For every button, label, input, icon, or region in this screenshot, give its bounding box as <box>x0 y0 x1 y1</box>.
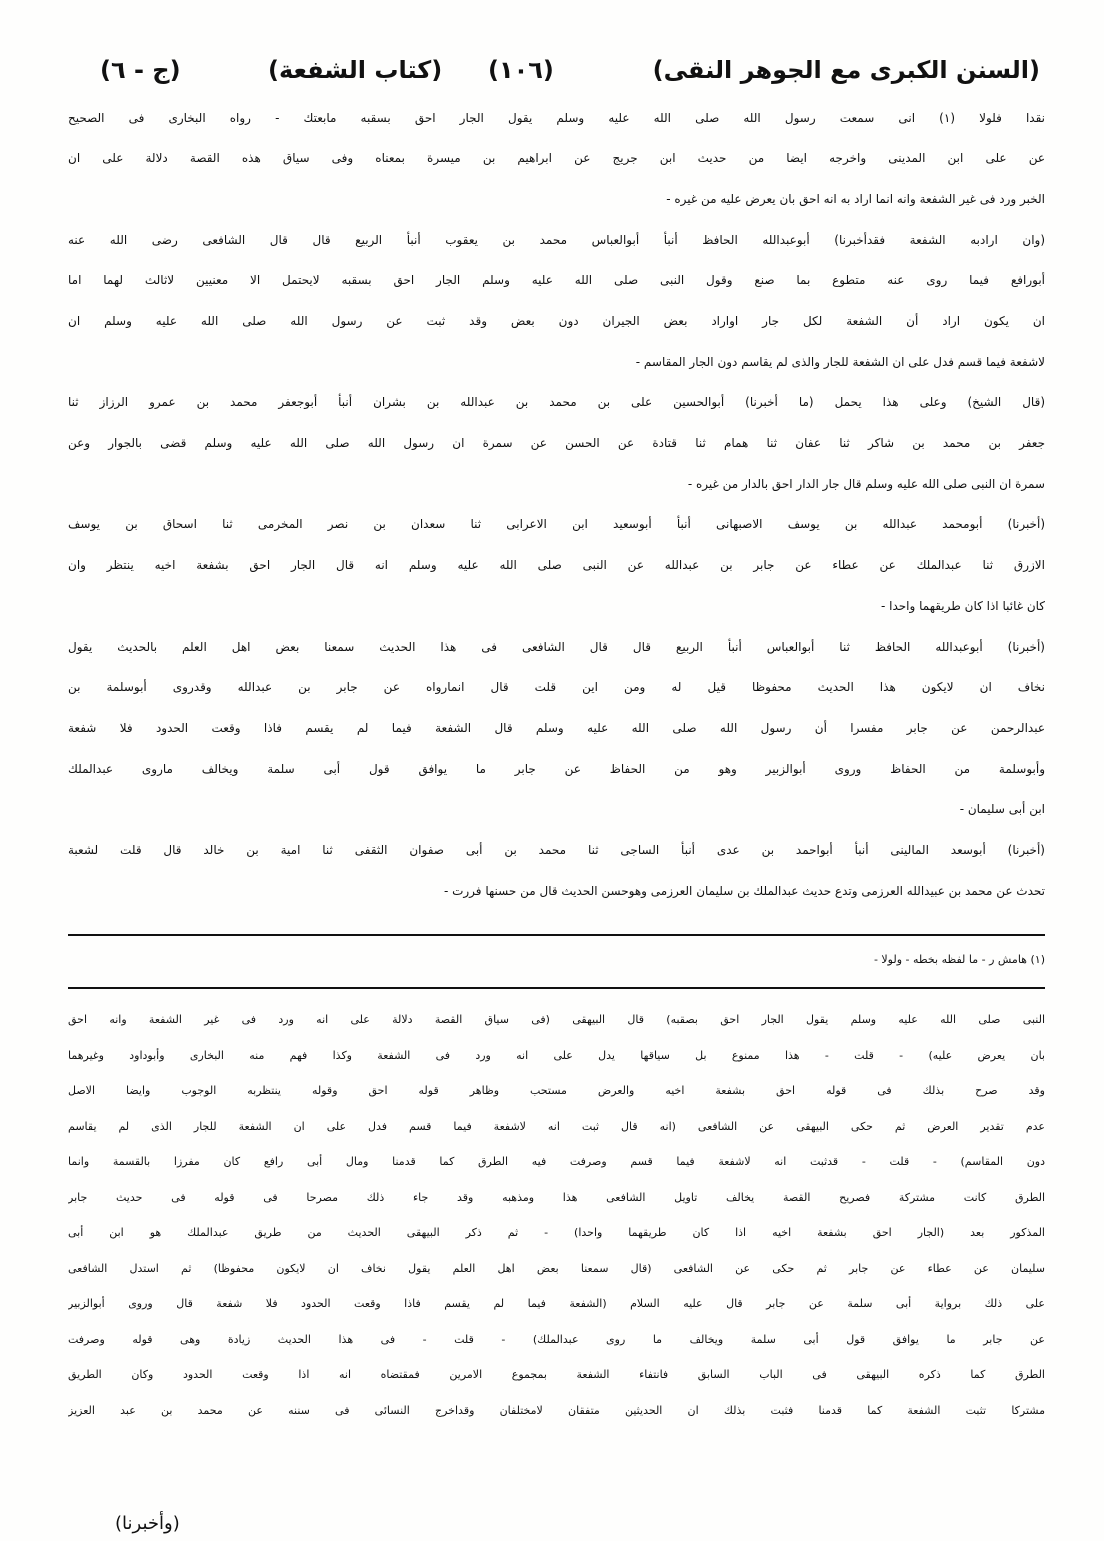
volume-number: (ج - ٦) <box>100 56 181 84</box>
commentary-line: وقد صرح بذلك فى قوله احق بشفعة اخيه والعرض مستحب وظاهر قوله احق وقوله ينتظربه الوجوب وايضا الاصل <box>68 1084 1045 1098</box>
main-text-line: (وان ارادبه الشفعة فقدأخبرنا) أبوعبدالله الحافظ أنبأ أبوالعباس محمد بن يعقوب أنبأ الربيع قال قال الشافعى رضى الله عنه <box>68 232 1045 247</box>
commentary-line: بان يعرض عليه) - قلت - هذا ممنوع بل سياقها يدل على انه ورد فى الشفعة وكذا فهم منه البخارى وأبوداود وغيرهما <box>68 1048 1045 1062</box>
main-text-line: وأبوسلمة من الحفاظ وروى أبوالزبير وهو من الحفاظ عن جابر ما يوافق قول أبى سلمة ويخالف ماروى عبدالملك <box>68 761 1045 776</box>
main-text-line: لاشفعة فيما قسم فدل على ان الشفعة للجار والذى لم يقاسم دون الجار المقاسم - <box>635 354 1045 369</box>
main-text-line: الخبر ورد فى غير الشفعة وانه انما اراد به انه احق بان يعرض عليه من غيره - <box>666 191 1045 206</box>
main-text <box>68 98 1045 912</box>
footnotes <box>68 947 1045 973</box>
page-number: (١٠٦) <box>488 56 554 84</box>
main-text-line: (أخبرنا) أبوسعد المالينى أنبأ أبواحمد بن عدى أنبأ الساجى ثنا محمد بن أبى صفوان الثقفى ثنا امية بن خالد قال قلت لشعبة <box>68 842 1045 857</box>
main-text-line: ان يكون اراد أن الشفعة لكل جار اواراد بعض الجيران دون بعض وقد ثبت عن رسول الله صلى الله عليه وسلم ان <box>68 314 1045 329</box>
main-text-line: (أخبرنا) أبومحمد عبدالله بن يوسف الاصبهانى أنبأ أبوسعيد ابن الاعرابى ثنا سعدان بن نصر المخرمى ثنا اسحاق بن يوسف <box>68 517 1045 532</box>
main-text-line: جعفر بن محمد بن شاكر ثنا عفان ثنا همام ثنا قتادة عن الحسن عن سمرة ان رسول الله صلى الله عليه وسلم قضى بالجوار وعن <box>68 436 1045 451</box>
main-text-line: كان غائبا اذا كان طريقهما واحدا - <box>880 598 1045 613</box>
catchword: (وأخبرنا) <box>115 1513 180 1534</box>
commentary-line: النبى صلى الله عليه وسلم يقول الجار احق بصقبه) قال البيهقى (فى سياق القصة دلالة على انه ورد فى غير الشفعة وانه احق <box>68 1013 1045 1027</box>
main-text-line: (أخبرنا) أبوعبدالله الحافظ ثنا أبوالعباس أنبأ الربيع قال قال الشافعى فى هذا الحديث سمعنا بعض اهل العلم بالحديث يقول <box>68 639 1045 654</box>
commentary <box>68 1002 1045 1428</box>
book-title: (السنن الكبرى مع الجوهر النقى) <box>652 56 1040 84</box>
commentary-line: عن جابر ما يوافق قول أبى سلمة ويخالف ما روى عبدالملك) - قلت - فى هذا الحديث زيادة وهى قوله وصرفت <box>68 1332 1045 1346</box>
commentary-line: الطرق كما ذكره البيهقى فى الباب السابق فانتفاء الشفعة بمجموع الامرين فمقتضاه انه اذا وقعت الحدود وكان الطريق <box>68 1368 1045 1382</box>
commentary-line: المذكور بعد (الجار احق بشفعة اخيه اذا كان طريقهما واحدا) - ثم ذكر البيهقى الحديث من طريق عبدالملك هو ابن أبى <box>68 1226 1045 1240</box>
commentary-line: سليمان عن عطاء عن جابر ثم حكى عن الشافعى (قال سمعنا بعض اهل العلم يقول نخاف ان لايكون محفوظا) ثم استدل الشافعى <box>68 1261 1045 1275</box>
main-text-line: تحدث عن محمد بن عبيدالله العرزمى وتدع حديث عبدالملك بن سليمان العرزمى وهوحسن الحديث قال من حسنها فررت - <box>443 883 1045 898</box>
footnote-line: (١) هامش ر - ما لفظه بخطه - ولولا - <box>873 953 1045 966</box>
commentary-line: على ذلك برواية أبى سلمة عن جابر قال عليه السلام (الشفعة فيما لم يقسم فاذا وقعت الحدود فلا شفعة قال وروى أبوالزبير <box>68 1297 1045 1311</box>
commentary-line: مشتركا تثبت الشفعة كما قدمنا فثبت بذلك ان الحديثين متفقان لامختلفان وقداخرج النسائى فى سننه عن محمد بن عبد العزيز <box>68 1403 1045 1417</box>
main-text-line: عبدالرحمن عن جابر مفسرا أن رسول الله صلى الله عليه وسلم قال الشفعة فيما لم يقسم فاذا وقعت الحدود فلا شفعة <box>68 720 1045 735</box>
commentary-line: دون المقاسم) - قلت - قدثبت انه لاشفعة فيما قسم وصرفت فيه الطرق كما قدمنا ومال أبى رافع كان مفرزا بالقسمة وانما <box>68 1155 1045 1169</box>
commentary-separator <box>68 987 1045 989</box>
footnote-separator <box>68 934 1045 936</box>
main-text-line: عن على ابن المدينى واخرجه ايضا من حديث ابن جريج عن ابراهيم بن ميسرة بمعناه وفى سياق هذه القصة دلالة على ان <box>68 151 1045 166</box>
chapter-title: (كتاب الشفعة) <box>268 56 443 84</box>
commentary-line: عدم تقدير العرض ثم حكى البيهقى عن الشافعى (انه قال ثبت انه لاشفعة فيما قسم فدل على ان الشفعة للجار الذى لم يقاسم <box>68 1119 1045 1133</box>
main-text-line: الازرق ثنا عبدالملك عن عطاء عن جابر بن عبدالله عن النبى صلى الله عليه وسلم انه قال الجار احق بشفعة اخيه ينتظر وان <box>68 558 1045 573</box>
main-text-line: سمرة ان النبى صلى الله عليه وسلم قال جار الدار احق بالدار من غيره - <box>687 476 1045 491</box>
main-text-line: نخاف ان لايكون هذا الحديث محفوظا قيل له ومن اين قلت قال انمارواه عن جابر بن عبدالله وقدروى أبوسلمة بن <box>68 680 1045 695</box>
main-text-line: ابن أبى سليمان - <box>959 802 1045 817</box>
main-text-line: أبورافع فيما روى عنه متطوع بما صنع وقول النبى صلى الله عليه وسلم الجار احق بسقبه لايحتمل الا معنيين لاثالث لهما اما <box>68 273 1045 288</box>
main-text-line: نقدا فلولا (١) انى سمعت رسول الله صلى الله عليه وسلم يقول الجار احق بسقبه مابعتك - رواه البخارى فى الصحيح <box>68 110 1045 125</box>
commentary-line: الطرق كانت مشتركة فصريح القصة يخالف تاويل الشافعى هذا ومذهبه وقد جاء ذلك مصرحا فى قوله فى حديث جابر <box>68 1190 1045 1204</box>
main-text-line: (قال الشيخ) وعلى هذا يحمل (ما أخبرنا) أبوالحسين على بن محمد بن عبدالله بن بشران أنبأ أبوجعفر محمد بن عمرو الرزاز ثنا <box>68 395 1045 410</box>
